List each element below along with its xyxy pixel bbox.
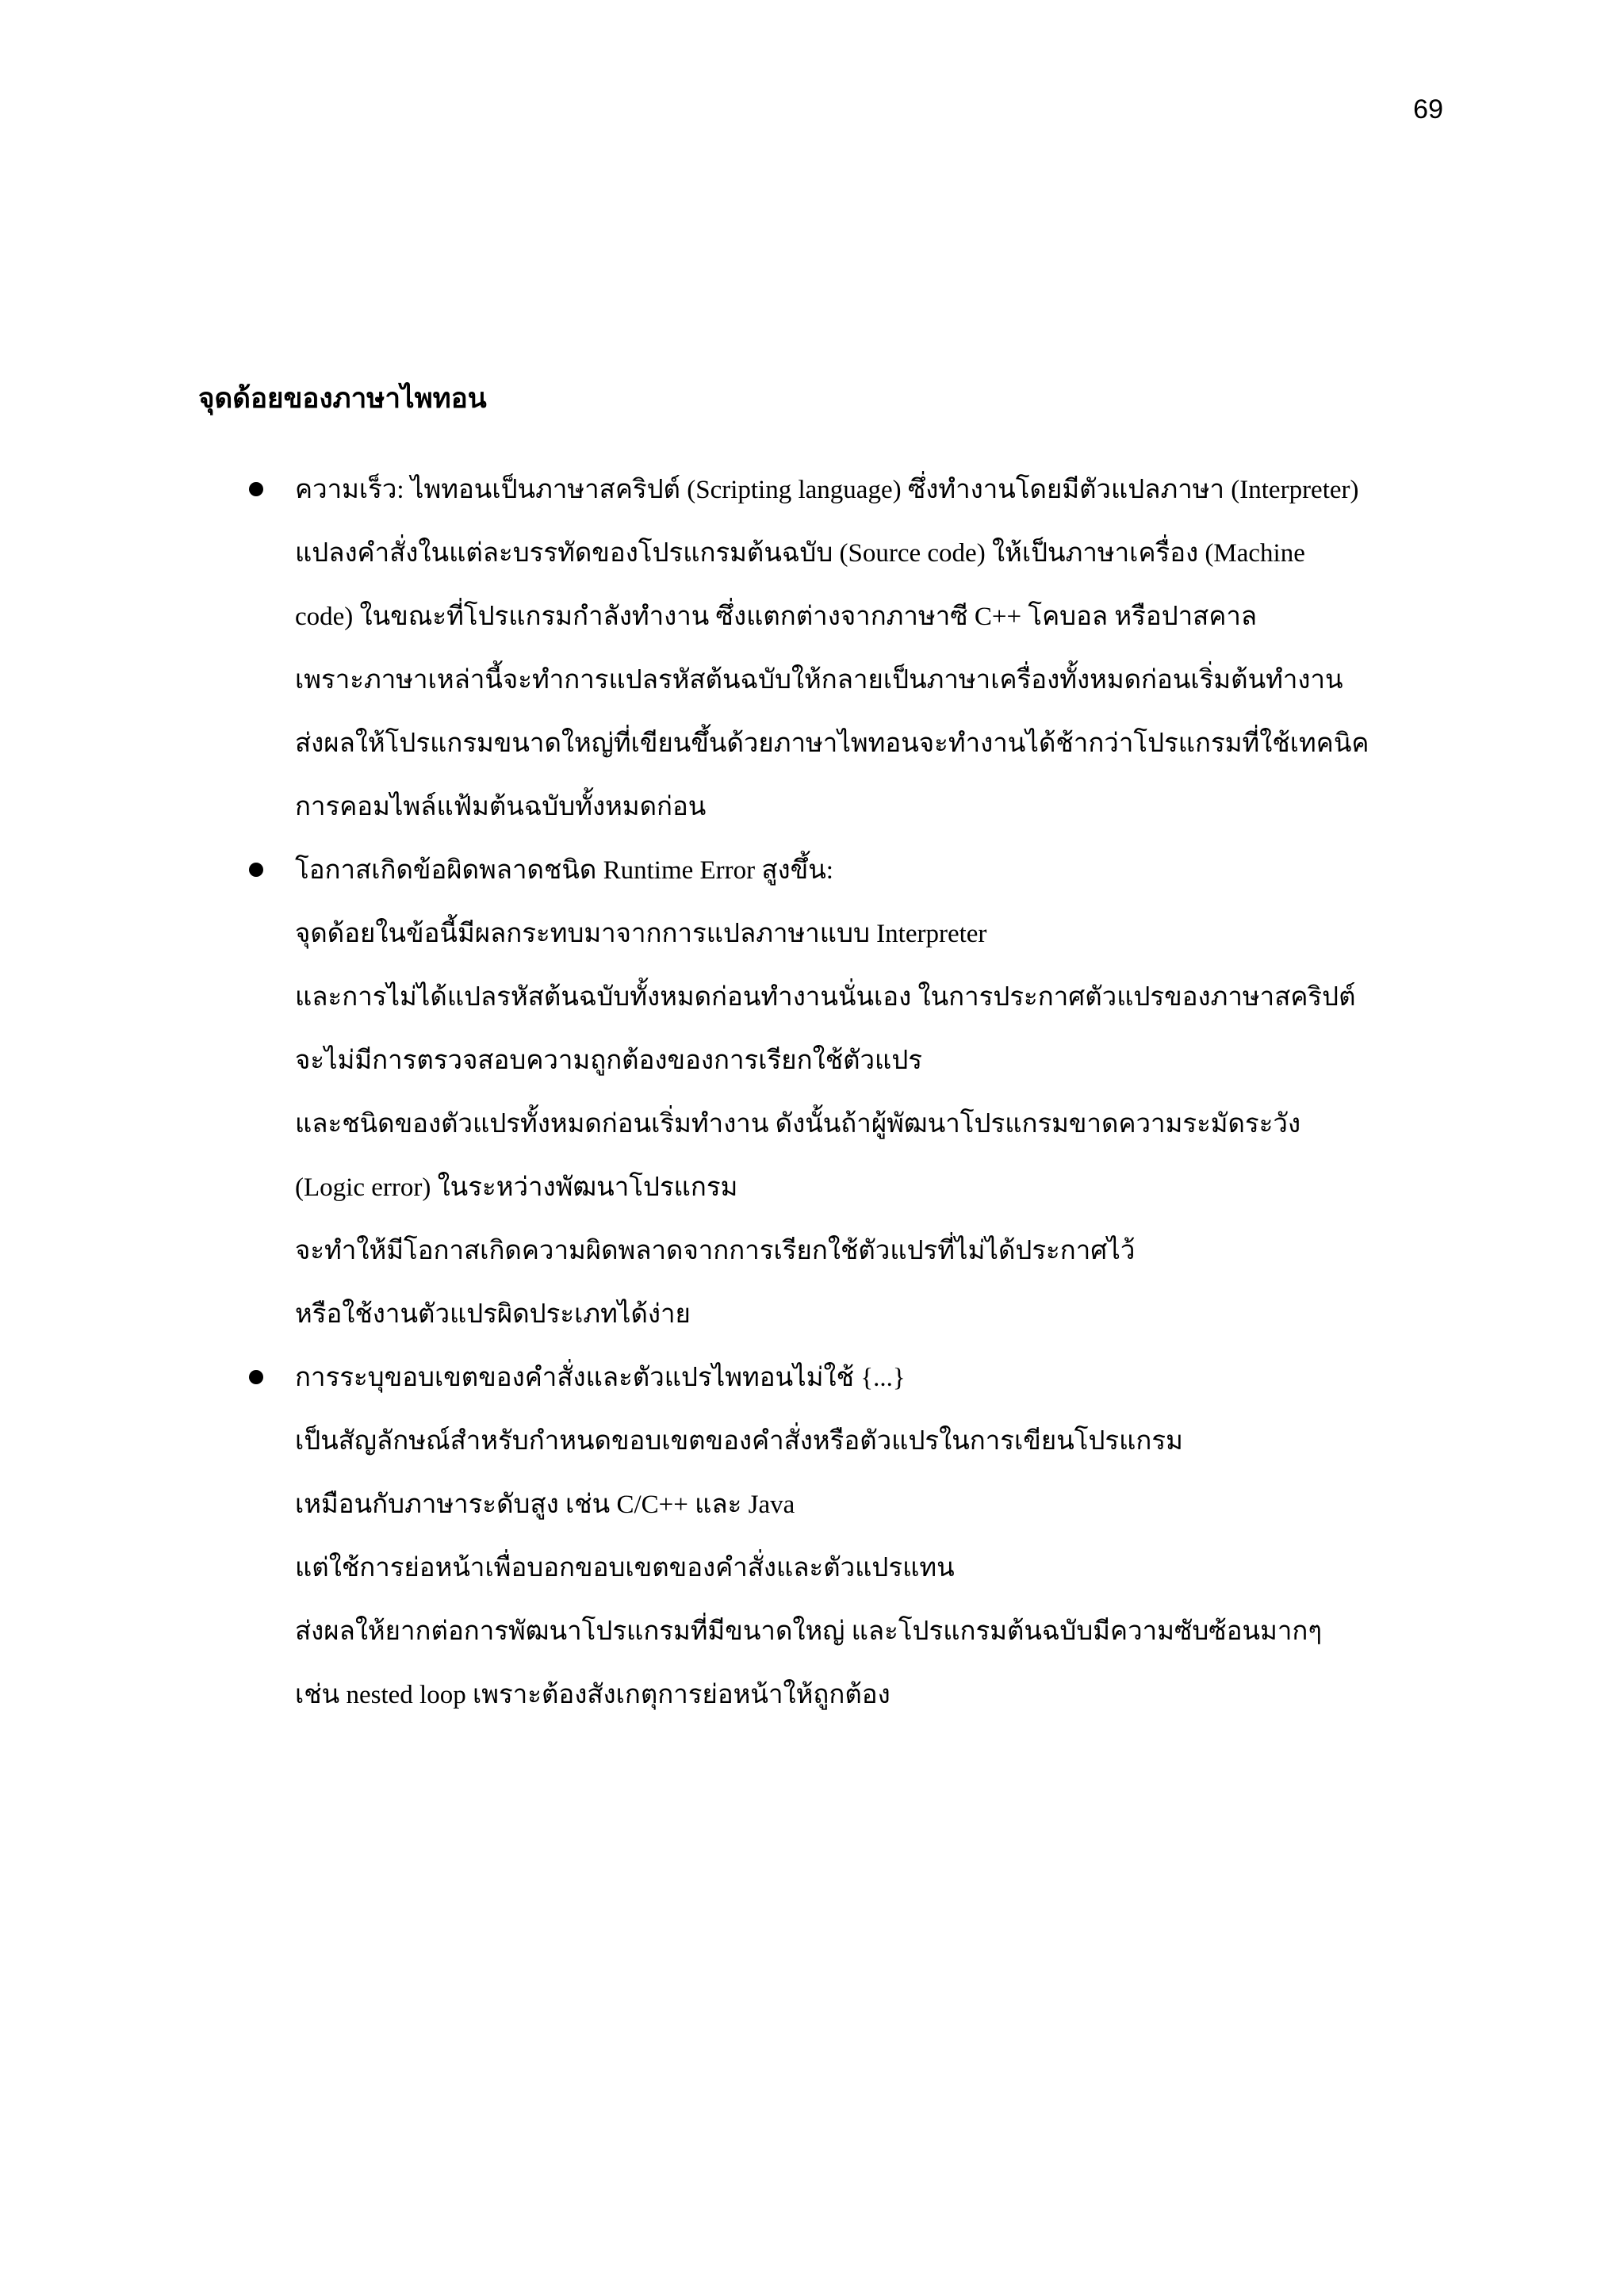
paragraph-line: เป็นสัญลักษณ์สำหรับกำหนดขอบเขตของคำสั่งหรือตัวแปรในการเขียนโปรแกรม xyxy=(295,1427,1183,1456)
paragraph-line: (Logic error) ในระหว่างพัฒนาโปรแกรม xyxy=(295,1173,738,1202)
paragraph-line: และการไม่ได้แปลรหัสต้นฉบับทั้งหมดก่อนทำงานนั่นเอง ในการประกาศตัวแปรของภาษาสคริปต์ xyxy=(295,983,1356,1012)
paragraph-line: และชนิดของตัวแปรทั้งหมดก่อนเริ่มทำงาน ดังนั้นถ้าผู้พัฒนาโปรแกรมขาดความระมัดระวัง xyxy=(295,1110,1301,1138)
weakness-list xyxy=(0,466,1624,1735)
paragraph-line: จะทำให้มีโอกาสเกิดความผิดพลาดจากการเรียกใช้ตัวแปรที่ไม่ได้ประกาศไว้ xyxy=(295,1237,1136,1265)
paragraph-line: การระบุขอบเขตของคำสั่งและตัวแปรไพทอนไม่ใช้ {...} xyxy=(295,1364,906,1392)
paragraph-line: แต่ใช้การย่อหน้าเพื่อบอกขอบเขตของคำสั่งและตัวแปรแทน xyxy=(295,1554,955,1582)
paragraph-line: เพราะภาษาเหล่านี้จะทำการแปลรหัสต้นฉบับให้กลายเป็นภาษาเครื่องทั้งหมดก่อนเริ่มต้นทำงาน xyxy=(295,666,1343,695)
paragraph-line: เหมือนกับภาษาระดับสูง เช่น C/C++ และ Java xyxy=(295,1490,795,1519)
list-item-speed xyxy=(0,466,1624,847)
paragraph-line: เช่น nested loop เพราะต้องสังเกตุการย่อหน้าให้ถูกต้อง xyxy=(295,1681,891,1709)
paragraph-line: จุดด้อยในข้อนี้มีผลกระทบมาจากการแปลภาษาแบบ Interpreter xyxy=(295,920,987,948)
paragraph-line: ส่งผลให้ยากต่อการพัฒนาโปรแกรมที่มีขนาดใหญ่ และโปรแกรมต้นฉบับมีความซับซ้อนมากๆ xyxy=(295,1617,1323,1646)
paragraph-line: แปลงคำสั่งในแต่ละบรรทัดของโปรแกรมต้นฉบับ (Source code) ให้เป็นภาษาเครื่อง (Machine xyxy=(295,539,1305,568)
paragraph-line: การคอมไพล์แฟ้มต้นฉบับทั้งหมดก่อน xyxy=(295,793,707,821)
bullet-icon xyxy=(249,863,263,877)
page-number: 69 xyxy=(1413,94,1443,124)
paragraph-line: ส่งผลให้โปรแกรมขนาดใหญ่ที่เขียนขึ้นด้วยภาษาไพทอนจะทำงานได้ช้ากว่าโปรแกรมที่ใช้เทคนิค xyxy=(295,729,1369,758)
paragraph-line: หรือใช้งานตัวแปรผิดประเภทได้ง่าย xyxy=(295,1300,691,1329)
bullet-icon xyxy=(249,482,263,496)
bullet-icon xyxy=(249,1370,263,1384)
paragraph-line: จะไม่มีการตรวจสอบความถูกต้องของการเรียกใช้ตัวแปร xyxy=(295,1047,923,1075)
list-item-scope xyxy=(0,1354,1624,1735)
paragraph-line: code) ในขณะที่โปรแกรมกำลังทำงาน ซึ่งแตกต่างจากภาษาซี C++ โคบอล หรือปาสคาล xyxy=(295,603,1258,631)
paragraph-line: ความเร็ว: ไพทอนเป็นภาษาสคริปต์ (Scripting language) ซึ่งทำงานโดยมีตัวแปลภาษา (Interpreter) xyxy=(295,476,1359,504)
paragraph-line: โอกาสเกิดข้อผิดพลาดชนิด Runtime Error สูงขึ้น: xyxy=(295,856,833,885)
section-heading: จุดด้อยของภาษาไพทอน xyxy=(198,383,487,414)
list-item-runtime-error xyxy=(0,847,1624,1354)
